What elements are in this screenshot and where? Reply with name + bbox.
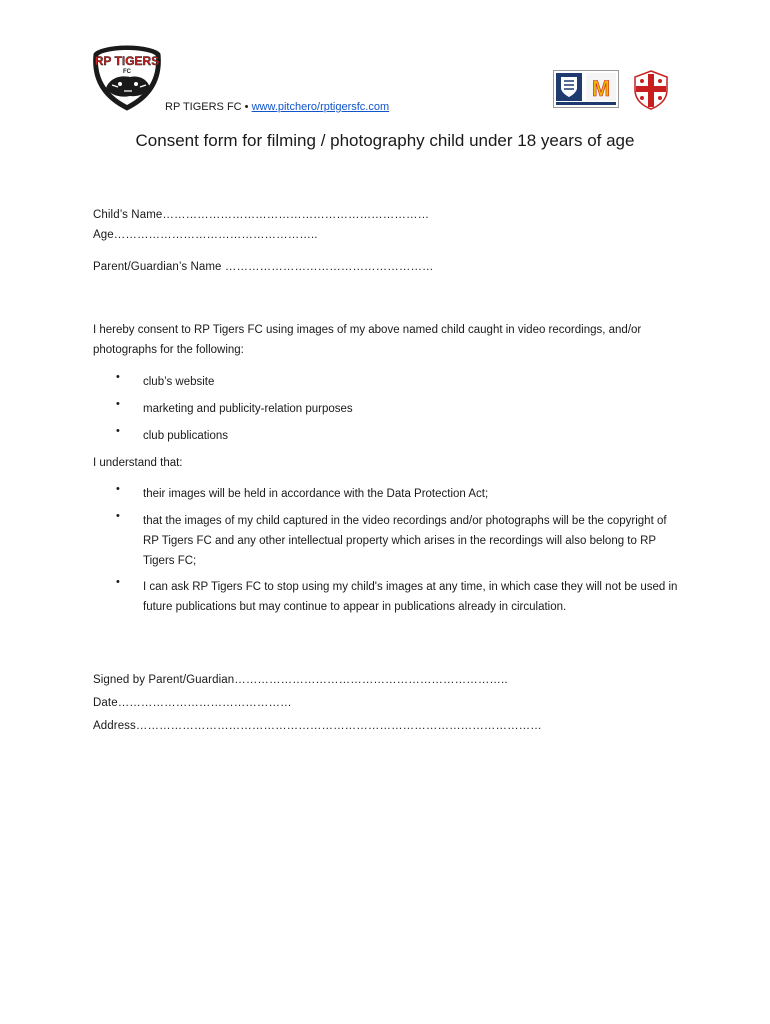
website-link[interactable]: www.pitchero/rptigersfc.com [251,101,390,113]
form-title: Consent form for filming / photography child under 18 years of age [135,131,635,150]
purpose-item: marketing and publicity-relation purposes [143,403,353,415]
club-logo [90,44,164,112]
address-field[interactable]: Address…………………………………………………………………………………………… [93,720,542,732]
logo-subtitle: FC [123,69,131,75]
partner-badge [553,70,619,108]
header-line [165,101,389,113]
bullet-icon: • [116,398,120,410]
consent-intro: I hereby consent to RP Tigers FC using images of my above named child caught in video recordings, and/or photographs for the following: [93,324,642,356]
bullet-icon: • [116,425,120,437]
signature-field[interactable]: Signed by Parent/Guardian…………………………………………………………….. [93,674,508,686]
purpose-item: club publications [143,430,229,442]
understand-intro: I understand that: [93,457,183,469]
bullet-icon: • [116,576,120,588]
understand-item: that the images of my child captured in the video recordings and/or photographs will be the copyright of RP Tigers FC and any other intellectual property which arises in the recordings will also belong to RP Tigers FC; [143,515,667,567]
purpose-item: club’s website [143,376,215,388]
bullet-icon: • [116,510,120,522]
parent-name-field[interactable]: Parent/Guardian’s Name ……………………………………………… [93,261,434,273]
sponsor-icon: M [591,76,611,101]
understand-item: their images will be held in accordance with the Data Protection Act; [143,488,489,500]
club-name: RP TIGERS FC [165,101,242,113]
child-name-field[interactable]: Child’s Name…………………………………………………………… [93,209,430,221]
cross-shield-icon [633,70,669,110]
understand-item: I can ask RP Tigers FC to stop using my child's images at any time, in which case they will not be used in future publications but may continue to appear in publications already in circulation. [143,581,678,613]
logo-title: RP TIGERS [94,54,160,68]
header-separator: • [244,101,249,113]
date-field[interactable]: Date……………………………………… [93,697,292,709]
bullet-icon: • [116,371,120,383]
age-field[interactable]: Age…………………………………………….. [93,229,318,241]
bullet-icon: • [116,483,120,495]
